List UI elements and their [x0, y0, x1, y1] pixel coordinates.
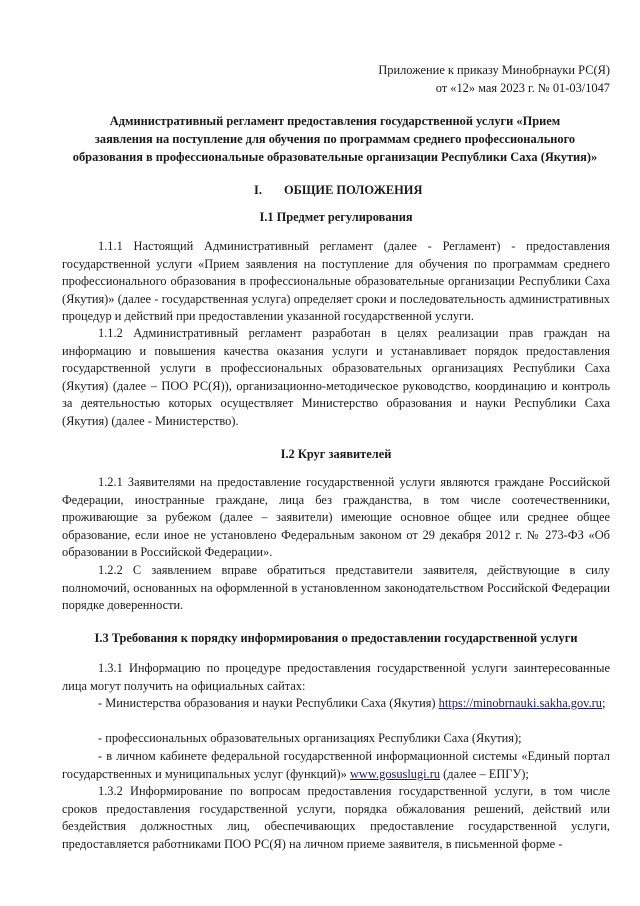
section-heading: ОБЩИЕ ПОЛОЖЕНИЯ [284, 183, 423, 197]
paragraph-1-2-2: 1.2.2 С заявлением вправе обратиться представители заявителя, действующие в силу полномочий, основанных на оформленной в установленном законодательством Российской Федерации порядке доверенности. [62, 563, 610, 612]
list-item-epgu [62, 748, 610, 783]
paragraph-1-3-2: 1.3.2 Информирование по вопросам предоставления государственной услуги, в том числе сроков предоставления государственной услуги, порядка обжалования решений, действий или бездействия должностных лиц, обеспечивающих предоставление государственной услуги, предоставляется работниками ПОО РС(Я) на личном приеме заявителя, в письменной форме - [62, 784, 610, 851]
paragraph-1-1-1: 1.1.1 Настоящий Административный регламент (далее - Регламент) - предоставления государственной услуги «Прием заявления на поступление для обучения по программам среднего профессионального образования в профессиональные образовательные организации Республики Саха (Якутия)» (далее - государственная услуга) определяет сроки и последовательность административных процедур и действий при предоставлении указанной государственной услуги. [62, 239, 610, 323]
list-item-organizations: - профессиональных образовательных организациях Республики Саха (Якутия); [98, 731, 522, 745]
subsection-heading-1-1: I.1 Предмет регулирования [259, 210, 413, 224]
list-item-epgu-text: - в личном кабинете федеральной государственной информационной системы «Единый портал государственных и муниципальных услуг (функций)» [62, 749, 610, 781]
list-item-ministry-text: - Министерства образования и науки Республики Саха (Якутия) [98, 696, 436, 710]
list-item-ministry-tail: ; [602, 696, 606, 710]
list-item-ministry-site [62, 695, 610, 713]
document-title-line-3: образования в профессиональные образовательные организации Республики Саха (Якутия)» [72, 150, 598, 164]
document-title-line-1: Административный регламент предоставления государственной услуги «Прием [109, 114, 561, 128]
document-title-line-2: заявления на поступление для обучения по программам среднего профессионального [94, 132, 576, 146]
gosuslugi-link[interactable]: www.gosuslugi.ru [349, 766, 441, 781]
ministry-website-link[interactable]: https://minobrnauki.sakha.gov.ru [438, 696, 602, 710]
list-item-epgu-tail: (далее – ЕПГУ); [443, 766, 529, 781]
paragraph-1-1-2: 1.1.2 Административный регламент разработан в целях реализации прав граждан на информацию и повышения качества оказания услуги и устанавливает порядок предоставления государственной услуги в профессиональных образовательных организациях Республики Саха (Якутия) (далее – ПОО РС(Я)), организационно-методическое руководство, координацию и контроль за деятельностью которых осуществляет Министерство образования и науки Республики Саха (Якутия) (далее - Министерство). [62, 326, 610, 428]
section-number: I. [254, 183, 262, 197]
subsection-heading-1-3: I.3 Требования к порядку информирования о предоставлении государственной услуги [94, 631, 578, 645]
header-approval-line: Приложение к приказу Минобрнауки РС(Я) [378, 63, 610, 77]
paragraph-1-3-1: 1.3.1 Информацию по процедуре предоставления государственной услуги заинтересованные лица могут получить на официальных сайтах: [62, 661, 610, 693]
subsection-heading-1-2: I.2 Круг заявителей [280, 447, 392, 461]
paragraph-1-2-1: 1.2.1 Заявителями на предоставление государственной услуги являются граждане Российской Федерации, иностранные граждане, лица без гражданства, в том числе соотечественники, проживающие за рубежом (далее – заявители) имеющие основное общее или среднее общее образование, если иное не установлено Федеральным законом от 29 декабря 2012 г. № 273-ФЗ «Об образовании в Российской Федерации». [62, 475, 610, 559]
header-order-line: от «12» мая 2023 г. № 01-03/1047 [435, 81, 610, 95]
